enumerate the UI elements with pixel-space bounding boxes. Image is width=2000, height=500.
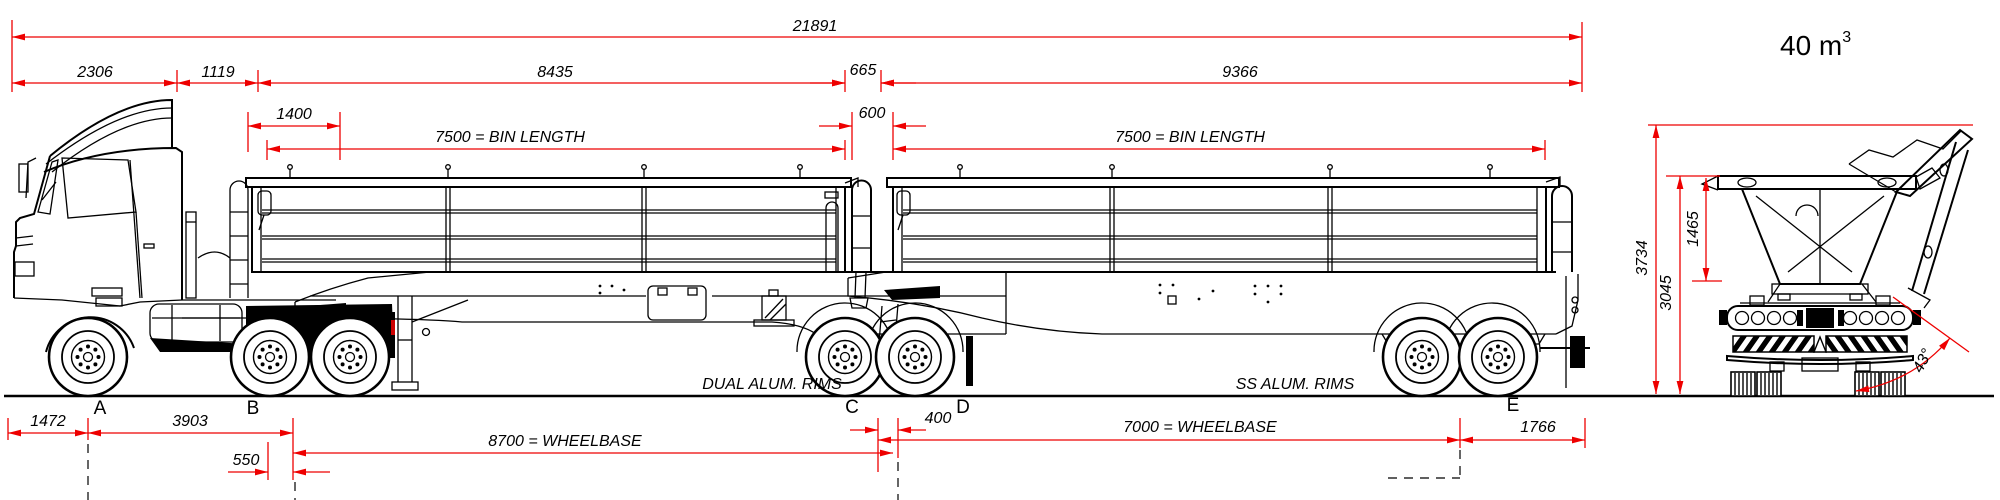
dim-gap-cab-trailer: 1119: [201, 64, 235, 81]
dim-bin1-length: 7500 = BIN LENGTH: [435, 129, 585, 146]
volume-value: 40 m: [1780, 30, 1843, 61]
bottom-dimensions: [8, 395, 1585, 480]
dim-bin-side-height: 1465: [1685, 211, 1702, 247]
bin-dimensions: [248, 105, 1545, 160]
dim-cab-section: 2306: [77, 64, 113, 81]
axle-label-c: C: [845, 397, 859, 418]
chevron-bumper-left: [1733, 336, 1814, 352]
dim-trailer-gap: 665: [849, 62, 877, 79]
volume-superscript: 3: [1842, 29, 1852, 46]
tractor-side-view: [14, 100, 395, 396]
tail-marker-light: [391, 320, 395, 335]
dim-overall-length: 21891: [792, 18, 838, 35]
trailer-fifth-wheel: [884, 286, 940, 300]
axle-label-d: D: [956, 397, 970, 418]
dim-bin1-front-offset: 1400: [276, 106, 312, 123]
dim-lead-trailer-length: 8435: [537, 64, 573, 81]
dim-axle-to-coupling: 400: [924, 410, 952, 427]
dim-bin2-length: 7500 = BIN LENGTH: [1115, 129, 1265, 146]
rims-label-lead: DUAL ALUM. RIMS: [702, 376, 842, 393]
rear-trailer-side-view: [848, 165, 1590, 396]
dim-drive-centre-to-kingpin: 550: [232, 452, 260, 469]
dim-wheelbase-lead: 8700 = WHEELBASE: [488, 433, 642, 450]
dim-overall-height: 3734: [1634, 240, 1651, 276]
dim-front-overhang: 1472: [30, 413, 66, 430]
dim-tip-angle: 43°: [1909, 346, 1937, 376]
dim-wheelbase-rear: 7000 = WHEELBASE: [1123, 419, 1277, 436]
dim-rear-trailer-length: 9366: [1222, 64, 1258, 81]
axle-label-b: B: [246, 398, 260, 419]
axle-label-e: E: [1506, 395, 1520, 416]
chevron-bumper-right: [1826, 336, 1907, 352]
dim-bin-gap: 600: [858, 105, 886, 122]
top-dimensions: [12, 18, 1582, 92]
dim-body-height: 3045: [1658, 275, 1675, 311]
dim-rear-overhang: 1766: [1520, 419, 1556, 436]
axle-label-a: A: [93, 398, 107, 419]
volume-label: [1780, 29, 1851, 61]
rims-label-rear: SS ALUM. RIMS: [1235, 376, 1355, 393]
dim-front-axle-to-kingpin: 3903: [172, 413, 208, 430]
